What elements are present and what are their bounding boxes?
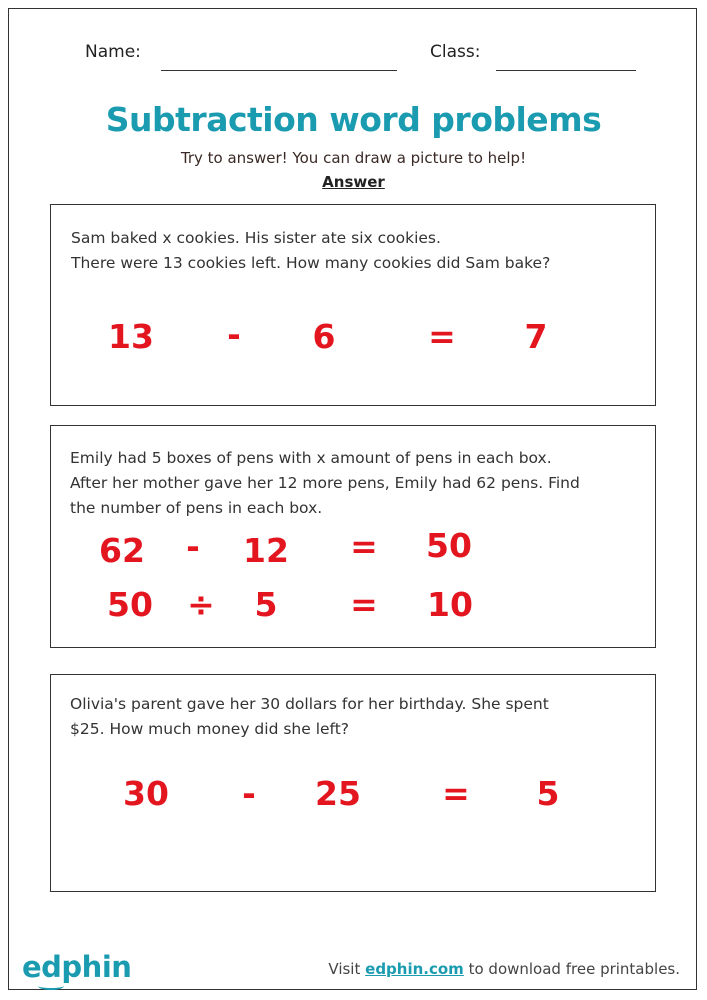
equation-operand: 30 xyxy=(123,774,169,813)
equals-sign: = xyxy=(350,527,378,566)
equation-operand: 5 xyxy=(254,585,278,624)
class-field[interactable] xyxy=(496,70,636,71)
equals-sign: = xyxy=(442,774,470,813)
equation-operand: 12 xyxy=(243,531,289,570)
edphin-logo: edphin xyxy=(22,950,132,984)
equation-operand: 6 xyxy=(312,317,336,356)
equation-operand: 25 xyxy=(315,774,361,813)
footer-link[interactable]: edphin.com xyxy=(365,960,464,978)
class-label: Class: xyxy=(430,42,481,62)
equation-operand: 13 xyxy=(108,317,154,356)
name-label: Name: xyxy=(85,42,141,62)
equals-sign: = xyxy=(350,585,378,624)
footer-rest: to download free printables. xyxy=(468,960,680,978)
equation-result: 7 xyxy=(524,317,548,356)
equation-result: 50 xyxy=(426,526,472,565)
problem-text-line: After her mother gave her 12 more pens, Emily had 62 pens. Find xyxy=(70,474,580,492)
minus-operator: - xyxy=(186,527,200,566)
equals-sign: = xyxy=(428,317,456,356)
equation-result: 5 xyxy=(536,774,560,813)
problem-text-line: Sam baked x cookies. His sister ate six cookies. xyxy=(71,229,441,247)
problem-text-line: $25. How much money did she left? xyxy=(70,720,350,738)
footer-text xyxy=(328,960,680,978)
footer-visit: Visit xyxy=(328,960,361,978)
problem-2-text xyxy=(70,446,580,521)
problem-text-line: the number of pens in each box. xyxy=(70,499,323,517)
equation-result: 10 xyxy=(427,585,473,624)
page-title: Subtraction word problems xyxy=(105,100,602,139)
divide-operator: ÷ xyxy=(187,585,215,624)
problem-1-text xyxy=(71,226,550,276)
equation-operand: 50 xyxy=(107,585,153,624)
minus-operator: - xyxy=(227,315,241,354)
name-field[interactable] xyxy=(161,70,397,71)
equation-operand: 62 xyxy=(99,531,145,570)
problem-3-text xyxy=(70,692,549,742)
logo-smile-icon xyxy=(38,982,64,990)
instructions: Try to answer! You can draw a picture to help! xyxy=(180,149,527,167)
problem-text-line: There were 13 cookies left. How many cookies did Sam bake? xyxy=(71,254,551,272)
minus-operator: - xyxy=(242,774,256,813)
problem-text-line: Emily had 5 boxes of pens with x amount of pens in each box. xyxy=(70,449,552,467)
answer-label: Answer xyxy=(322,173,385,191)
problem-text-line: Olivia's parent gave her 30 dollars for her birthday. She spent xyxy=(70,695,549,713)
